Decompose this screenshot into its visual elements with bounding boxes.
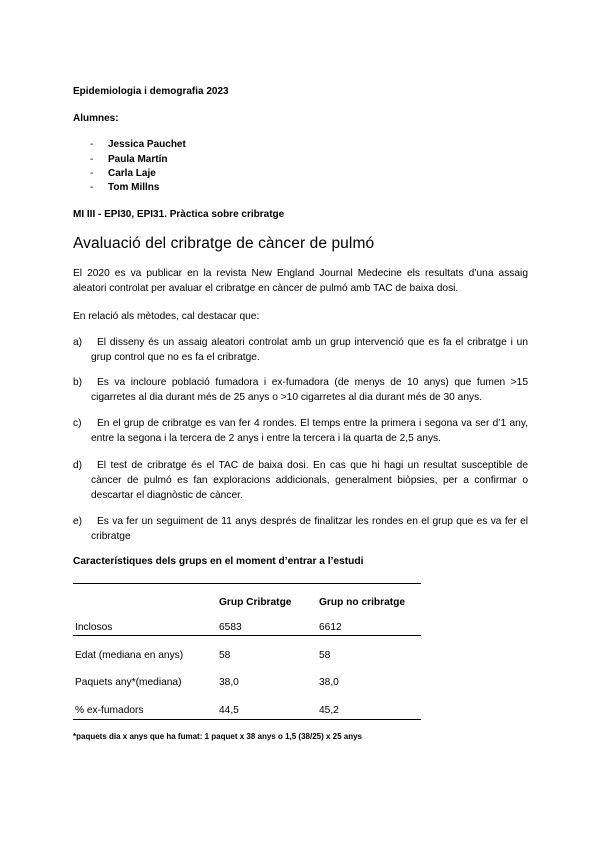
- student-item: [90, 139, 186, 150]
- table-cell: 45,2: [319, 705, 339, 716]
- students-label: Alumnes:: [73, 113, 119, 124]
- method-text: El test de cribratge és el TAC de baixa dosi. En cas que hi hagi un resultat susceptible de càncer de pulmó es fan exploracions addicionals, generalment biòpsies, per a confirmar o descartar el diagnòstic de càncer.: [91, 460, 528, 501]
- intro-paragraph: El 2020 es va publicar en la revista New England Journal Medecine els resultats d’una assaig aleatori controlat per avaluar el cribratge en càncer de pulmó amb TAC de baixa dosi.: [73, 268, 528, 294]
- table-cell: 58: [319, 650, 331, 661]
- method-item: [73, 514, 528, 544]
- table-cell: 44,5: [219, 705, 239, 716]
- column-header: Grup Cribratge: [219, 597, 292, 608]
- student-item: [90, 154, 167, 165]
- student-item: [90, 182, 159, 193]
- bullet: -: [90, 182, 94, 193]
- method-item: [73, 458, 528, 503]
- student-name: Paula Martín: [108, 154, 168, 165]
- column-header: Grup no cribratge: [319, 597, 406, 608]
- method-text: En el grup de cribratge es van fer 4 rondes. El temps entre la primera i segona va ser d’1 any, entre la segona i la tercera de 2 anys i entre la tercera i la quarta de 2,5 anys.: [91, 418, 528, 444]
- method-label: c): [73, 418, 82, 429]
- table-divider: [73, 635, 421, 636]
- method-item: [73, 335, 528, 365]
- method-item: [73, 416, 528, 446]
- student-name: Jessica Pauchet: [108, 139, 186, 150]
- student-item: [90, 168, 156, 179]
- table-cell: 58: [219, 650, 231, 661]
- course-title: Epidemiologia i demografia 2023: [73, 86, 229, 97]
- table-cell: 38,0: [219, 677, 239, 688]
- table-cell: 6583: [219, 622, 242, 633]
- table-cell: 6612: [319, 622, 342, 633]
- method-label: e): [73, 516, 83, 527]
- bullet: -: [90, 154, 94, 165]
- row-label: Edat (mediana en anys): [75, 650, 184, 661]
- student-name: Tom Millns: [108, 182, 160, 193]
- methods-intro: En relació als mètodes, cal destacar que:: [73, 311, 260, 322]
- bullet: -: [90, 168, 94, 179]
- method-text: El disseny és un assaig aleatori controlat amb un grup intervenció que es fa el cribratge i un grup control que no es fa el cribratge.: [91, 337, 528, 363]
- bullet: -: [90, 139, 94, 150]
- row-label: Inclosos: [75, 622, 113, 633]
- table-title: Característiques dels grups en el moment d’entrar a l’estudi: [73, 556, 364, 567]
- student-name: Carla Laje: [108, 168, 156, 179]
- table-footnote: *paquets dia x anys que ha fumat: 1 paquet x 38 anys o 1,5 (38/25) x 25 anys: [73, 732, 363, 741]
- method-text: Es va fer un seguiment de 11 anys després de finalitzar les rondes en el grup que es va fer el cribratge: [91, 516, 528, 542]
- method-label: a): [73, 337, 83, 348]
- method-label: b): [73, 377, 83, 388]
- table-cell: 38,0: [319, 677, 339, 688]
- row-label: Paquets any*(mediana): [75, 677, 182, 688]
- method-text: Es va incloure població fumadora i ex-fumadora (de menys de 10 anys) que fumen >15 cigarretes al dia durant més de 25 anys o >10 cigarretes al dia durant més de 30 anys.: [91, 377, 528, 403]
- page-title: Avaluació del cribratge de càncer de pulmó: [73, 235, 375, 252]
- method-label: d): [73, 460, 83, 471]
- module-title: MI III - EPI30, EPI31. Pràctica sobre cribratge: [73, 209, 285, 220]
- row-label: % ex-fumadors: [75, 705, 144, 716]
- method-item: [73, 375, 528, 405]
